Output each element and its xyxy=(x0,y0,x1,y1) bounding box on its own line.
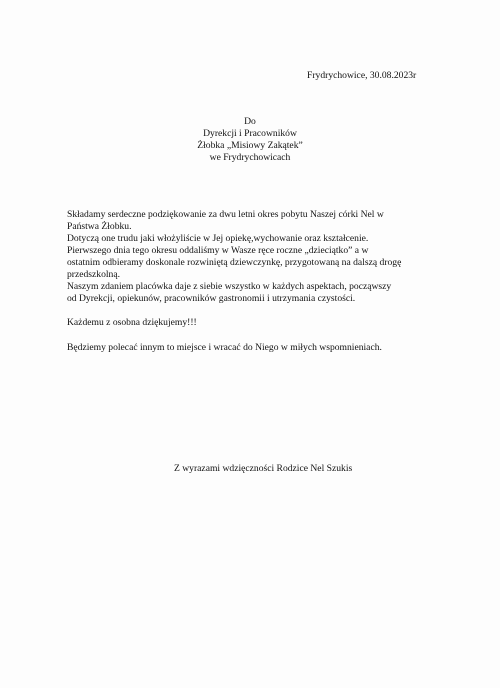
body-line: przedszkolną. xyxy=(67,269,121,280)
body-line: Pierwszego dnia tego okresu oddaliśmy w Wasze ręce roczne „dzieciątko” a w xyxy=(67,245,369,256)
body-line: Naszym zdaniem placówka daje z siebie wszystko w każdych aspektach, począwszy xyxy=(67,281,392,292)
address-line-recipients: Dyrekcji i Pracowników xyxy=(203,128,297,139)
body-line: Składamy serdeczne podziękowanie za dwu letni okres pobytu Naszej córki Nel w xyxy=(67,209,384,220)
address-line-to: Do xyxy=(244,116,256,127)
body-line: ostatnim odbieramy doskonale rozwiniętą dziewczynkę, przygotowaną na dalszą drogę xyxy=(67,257,402,268)
signature-line: Z wyrazami wdzięczności Rodzice Nel Szukis xyxy=(174,463,353,474)
letter-date: Frydrychowice, 30.08.2023r xyxy=(307,70,417,81)
body-line: od Dyrekcji, opiekunów, pracowników gastronomii i utrzymania czystości. xyxy=(67,293,356,304)
address-line-institution: Żłobka „Misiowy Zakątek” xyxy=(197,140,303,151)
thanks-line: Każdemu z osobna dziękujemy!!! xyxy=(67,317,197,328)
body-line: Państwa Żłobku. xyxy=(67,221,132,232)
address-line-location: we Frydrychowicach xyxy=(209,152,291,163)
body-line: Dotyczą one trudu jaki włożyliście w Jej opiekę,wychowanie oraz kształcenie. xyxy=(67,233,369,244)
recommend-line: Będziemy polecać innym to miejsce i wracać do Niego w miłych wspomnieniach. xyxy=(67,342,382,353)
